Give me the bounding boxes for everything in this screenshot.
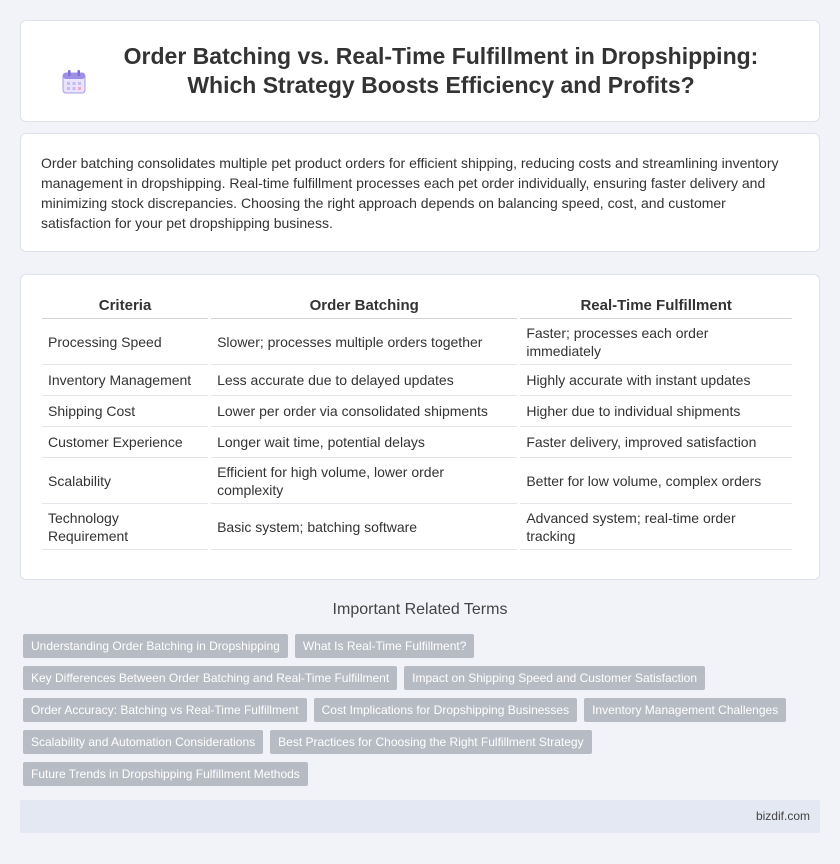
related-term-tag[interactable]: Order Accuracy: Batching vs Real-Time Fulfillment xyxy=(23,698,307,722)
table-cell: Processing Speed xyxy=(42,319,208,365)
related-term-tag[interactable]: Cost Implications for Dropshipping Businesses xyxy=(314,698,577,722)
table-row xyxy=(42,365,792,396)
table-cell: Slower; processes multiple orders together xyxy=(211,319,517,365)
table-cell: Faster; processes each order immediately xyxy=(520,319,792,365)
tag-row xyxy=(23,666,813,690)
table-cell: Basic system; batching software xyxy=(211,504,517,550)
table-cell: Advanced system; real-time order tracking xyxy=(520,504,792,550)
footer-bar xyxy=(20,800,820,833)
header-real-time: Real-Time Fulfillment xyxy=(520,293,792,319)
table-cell: Faster delivery, improved satisfaction xyxy=(520,427,792,458)
title-row xyxy=(60,42,780,100)
comparison-table xyxy=(39,293,795,550)
table-row xyxy=(42,458,792,504)
tag-row xyxy=(23,762,813,786)
related-term-tag[interactable]: Best Practices for Choosing the Right Fulfillment Strategy xyxy=(270,730,591,754)
intro-paragraph: Order batching consolidates multiple pet product orders for efficient shipping, reducing costs and streamlining inventory management in dropshipping. Real-time fulfillment processes each pet order individually, ensuring faster delivery and minimizing stock discrepancies. Choosing the right approach depends on balancing speed, cost, and customer satisfaction for your pet dropshipping business. xyxy=(41,155,779,231)
header-order-batching: Order Batching xyxy=(211,293,517,319)
table-cell: Customer Experience xyxy=(42,427,208,458)
table-row xyxy=(42,319,792,365)
tag-row xyxy=(23,634,813,658)
tag-row xyxy=(23,698,813,722)
related-term-tag[interactable]: Scalability and Automation Considerations xyxy=(23,730,263,754)
intro-card xyxy=(20,133,820,252)
table-cell: Scalability xyxy=(42,458,208,504)
table-cell: Better for low volume, complex orders xyxy=(520,458,792,504)
title-card xyxy=(20,20,820,122)
table-cell: Shipping Cost xyxy=(42,396,208,427)
tag-row xyxy=(23,730,813,754)
table-row xyxy=(42,427,792,458)
table-row xyxy=(42,396,792,427)
table-cell: Less accurate due to delayed updates xyxy=(211,365,517,396)
table-cell: Technology Requirement xyxy=(42,504,208,550)
related-term-tag[interactable]: Future Trends in Dropshipping Fulfillment Methods xyxy=(23,762,308,786)
related-term-tag[interactable]: Key Differences Between Order Batching and Real-Time Fulfillment xyxy=(23,666,397,690)
table-cell: Lower per order via consolidated shipments xyxy=(211,396,517,427)
related-term-tag[interactable]: What Is Real-Time Fulfillment? xyxy=(295,634,475,658)
table-cell: Inventory Management xyxy=(42,365,208,396)
footer-site-link[interactable]: bizdif.com xyxy=(755,809,810,823)
related-terms-list xyxy=(23,634,813,794)
related-term-tag[interactable]: Understanding Order Batching in Dropshipping xyxy=(23,634,288,658)
table-row xyxy=(42,504,792,550)
table-cell: Highly accurate with instant updates xyxy=(520,365,792,396)
related-term-tag[interactable]: Impact on Shipping Speed and Customer Satisfaction xyxy=(404,666,705,690)
related-terms-heading: Important Related Terms xyxy=(332,601,508,618)
table-cell: Higher due to individual shipments xyxy=(520,396,792,427)
table-header-row xyxy=(42,293,792,319)
comparison-card xyxy=(20,274,820,580)
table-cell: Longer wait time, potential delays xyxy=(211,427,517,458)
table-cell: Efficient for high volume, lower order complexity xyxy=(211,458,517,504)
header-criteria: Criteria xyxy=(42,293,208,319)
related-term-tag[interactable]: Inventory Management Challenges xyxy=(584,698,786,722)
page-title: Order Batching vs. Real-Time Fulfillment in Dropshipping: Which Strategy Boosts Efficiency and Profits? xyxy=(123,43,759,98)
calendar-icon xyxy=(60,68,88,96)
